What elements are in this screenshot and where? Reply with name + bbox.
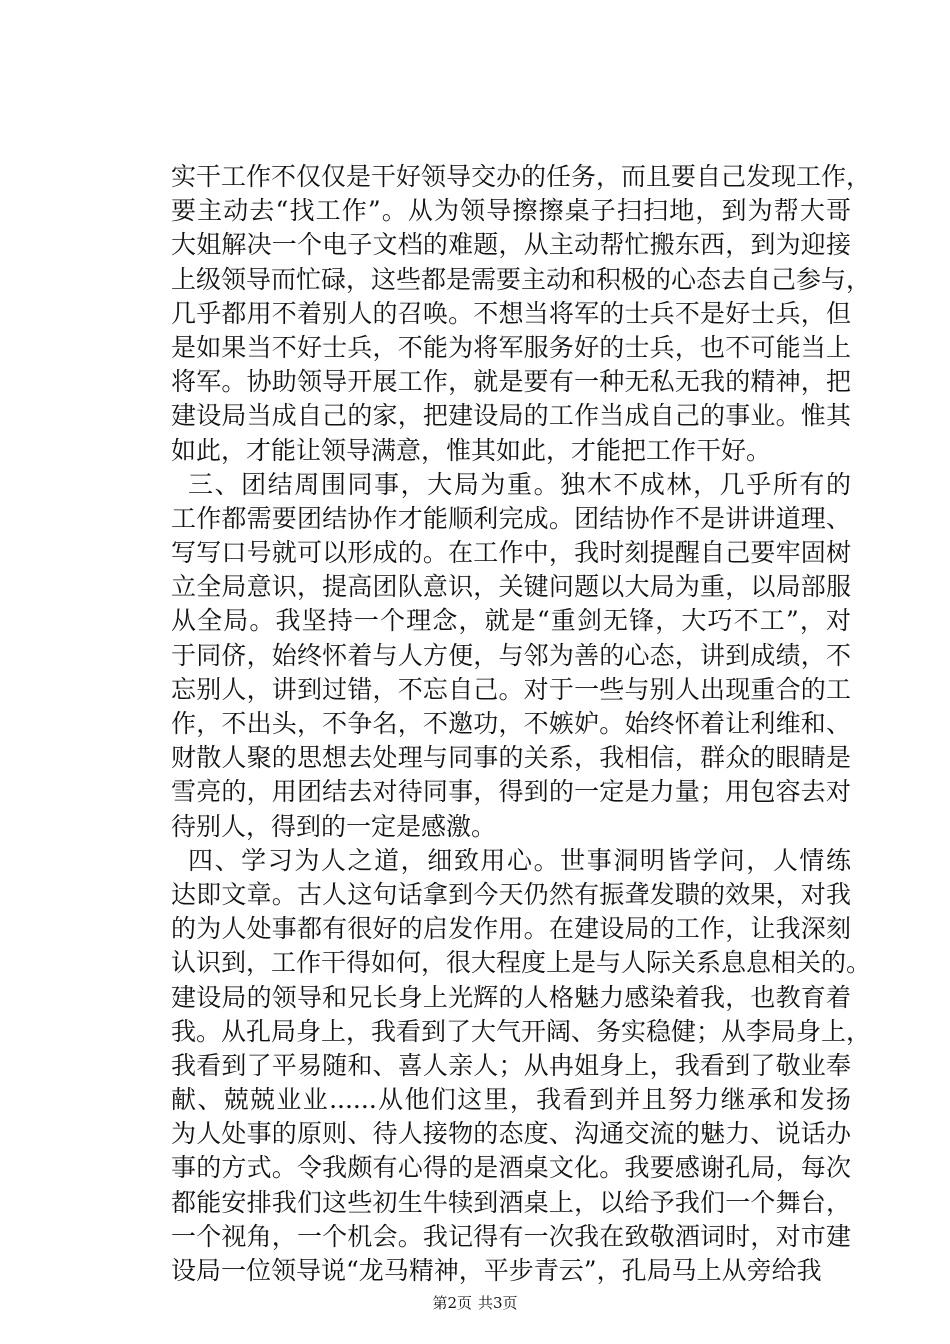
text-line: 是如果当不好士兵，不能为将军服务好的士兵，也不可能当上 bbox=[171, 332, 851, 362]
text-line: 工作都需要团结协作才能顺利完成。团结协作不是讲讲道理、 bbox=[171, 503, 851, 533]
page-number: 第2页 bbox=[432, 1294, 472, 1312]
text-line: 建设局的领导和兄长身上光辉的人格魅力感染着我，也教育着 bbox=[171, 982, 851, 1012]
text-line: 设局一位领导说“龙马精神，平步青云”，孔局马上从旁给我 bbox=[171, 1256, 822, 1285]
text-line: 我。从孔局身上，我看到了大气开阔、务实稳健；从李局身上， bbox=[171, 1016, 872, 1046]
page-total: 共3页 bbox=[478, 1294, 518, 1312]
text-line: 都能安排我们这些初生牛犊到酒桌上，以给予我们一个舞台， bbox=[171, 1187, 851, 1217]
text-line: 作，不出头，不争名，不邀功，不嫉妒。始终怀着让利维和、 bbox=[171, 709, 851, 738]
text-line: 实干工作不仅仅是干好领导交办的任务，而且要自己发现工作， bbox=[171, 162, 872, 191]
page-footer bbox=[0, 1293, 950, 1313]
text-line: 建设局当成自己的家，把建设局的工作当成自己的事业。惟其 bbox=[171, 401, 851, 431]
text-line: 我看到了平易随和、喜人亲人；从冉姐身上，我看到了敬业奉 bbox=[171, 1050, 851, 1080]
text-line: 立全局意识，提高团队意识，关键问题以大局为重，以局部服 bbox=[171, 572, 851, 602]
text-line: 几乎都用不着别人的召唤。不想当将军的士兵不是好士兵，但 bbox=[171, 298, 851, 328]
text-line: 财散人聚的思想去处理与同事的关系，我相信，群众的眼睛是 bbox=[171, 743, 851, 773]
text-line: 四、学习为人之道，细致用心。世事洞明皆学问，人情练 bbox=[188, 845, 851, 875]
text-line: 大姐解决一个电子文档的难题，从主动帮忙搬东西，到为迎接 bbox=[171, 230, 851, 260]
text-line: 从全局。我坚持一个理念，就是“重剑无锋，大巧不工”，对 bbox=[171, 606, 851, 636]
text-line: 要主动去“找工作”。从为领导擦擦桌子扫扫地，到为帮大哥 bbox=[171, 196, 851, 226]
text-line: 事的方式。令我颇有心得的是酒桌文化。我要感谢孔局，每次 bbox=[171, 1153, 851, 1183]
text-line: 三、团结周围同事，大局为重。独木不成林，几乎所有的 bbox=[188, 469, 851, 499]
text-line: 一个视角，一个机会。我记得有一次我在致敬酒词时，对市建 bbox=[171, 1221, 851, 1251]
text-line: 雪亮的，用团结去对待同事，得到的一定是力量；用包容去对 bbox=[171, 777, 851, 807]
paragraph bbox=[171, 468, 851, 844]
text-line: 为人处事的原则、待人接物的态度、沟通交流的魅力、说话办 bbox=[171, 1119, 851, 1149]
text-line: 如此，才能让领导满意，惟其如此，才能把工作干好。 bbox=[171, 435, 772, 465]
text-line: 达即文章。古人这句话拿到今天仍然有振聋发聩的效果，对我 bbox=[171, 879, 851, 909]
text-line: 于同侪，始终怀着与人方便，与邻为善的心态，讲到成绩，不 bbox=[171, 640, 851, 670]
text-line: 待别人，得到的一定是感激。 bbox=[171, 811, 497, 841]
text-line: 认识到，工作干得如何，很大程度上是与人际关系息息相关的。 bbox=[171, 948, 872, 978]
text-line: 献、兢兢业业......从他们这里，我看到并且努力继承和发扬 bbox=[171, 1085, 851, 1115]
paragraph bbox=[171, 844, 872, 1288]
text-line: 的为人处事都有很好的启发作用。在建设局的工作，让我深刻 bbox=[171, 914, 851, 944]
document-body bbox=[171, 160, 872, 1288]
text-line: 上级领导而忙碌，这些都是需要主动和积极的心态去自己参与， bbox=[171, 264, 872, 294]
text-line: 将军。协助领导开展工作，就是要有一种无私无我的精神，把 bbox=[171, 367, 851, 397]
text-line: 忘别人，讲到过错，不忘自己。对于一些与别人出现重合的工 bbox=[171, 674, 851, 704]
paragraph bbox=[171, 160, 872, 468]
text-line: 写写口号就可以形成的。在工作中，我时刻提醒自己要牢固树 bbox=[171, 538, 851, 568]
